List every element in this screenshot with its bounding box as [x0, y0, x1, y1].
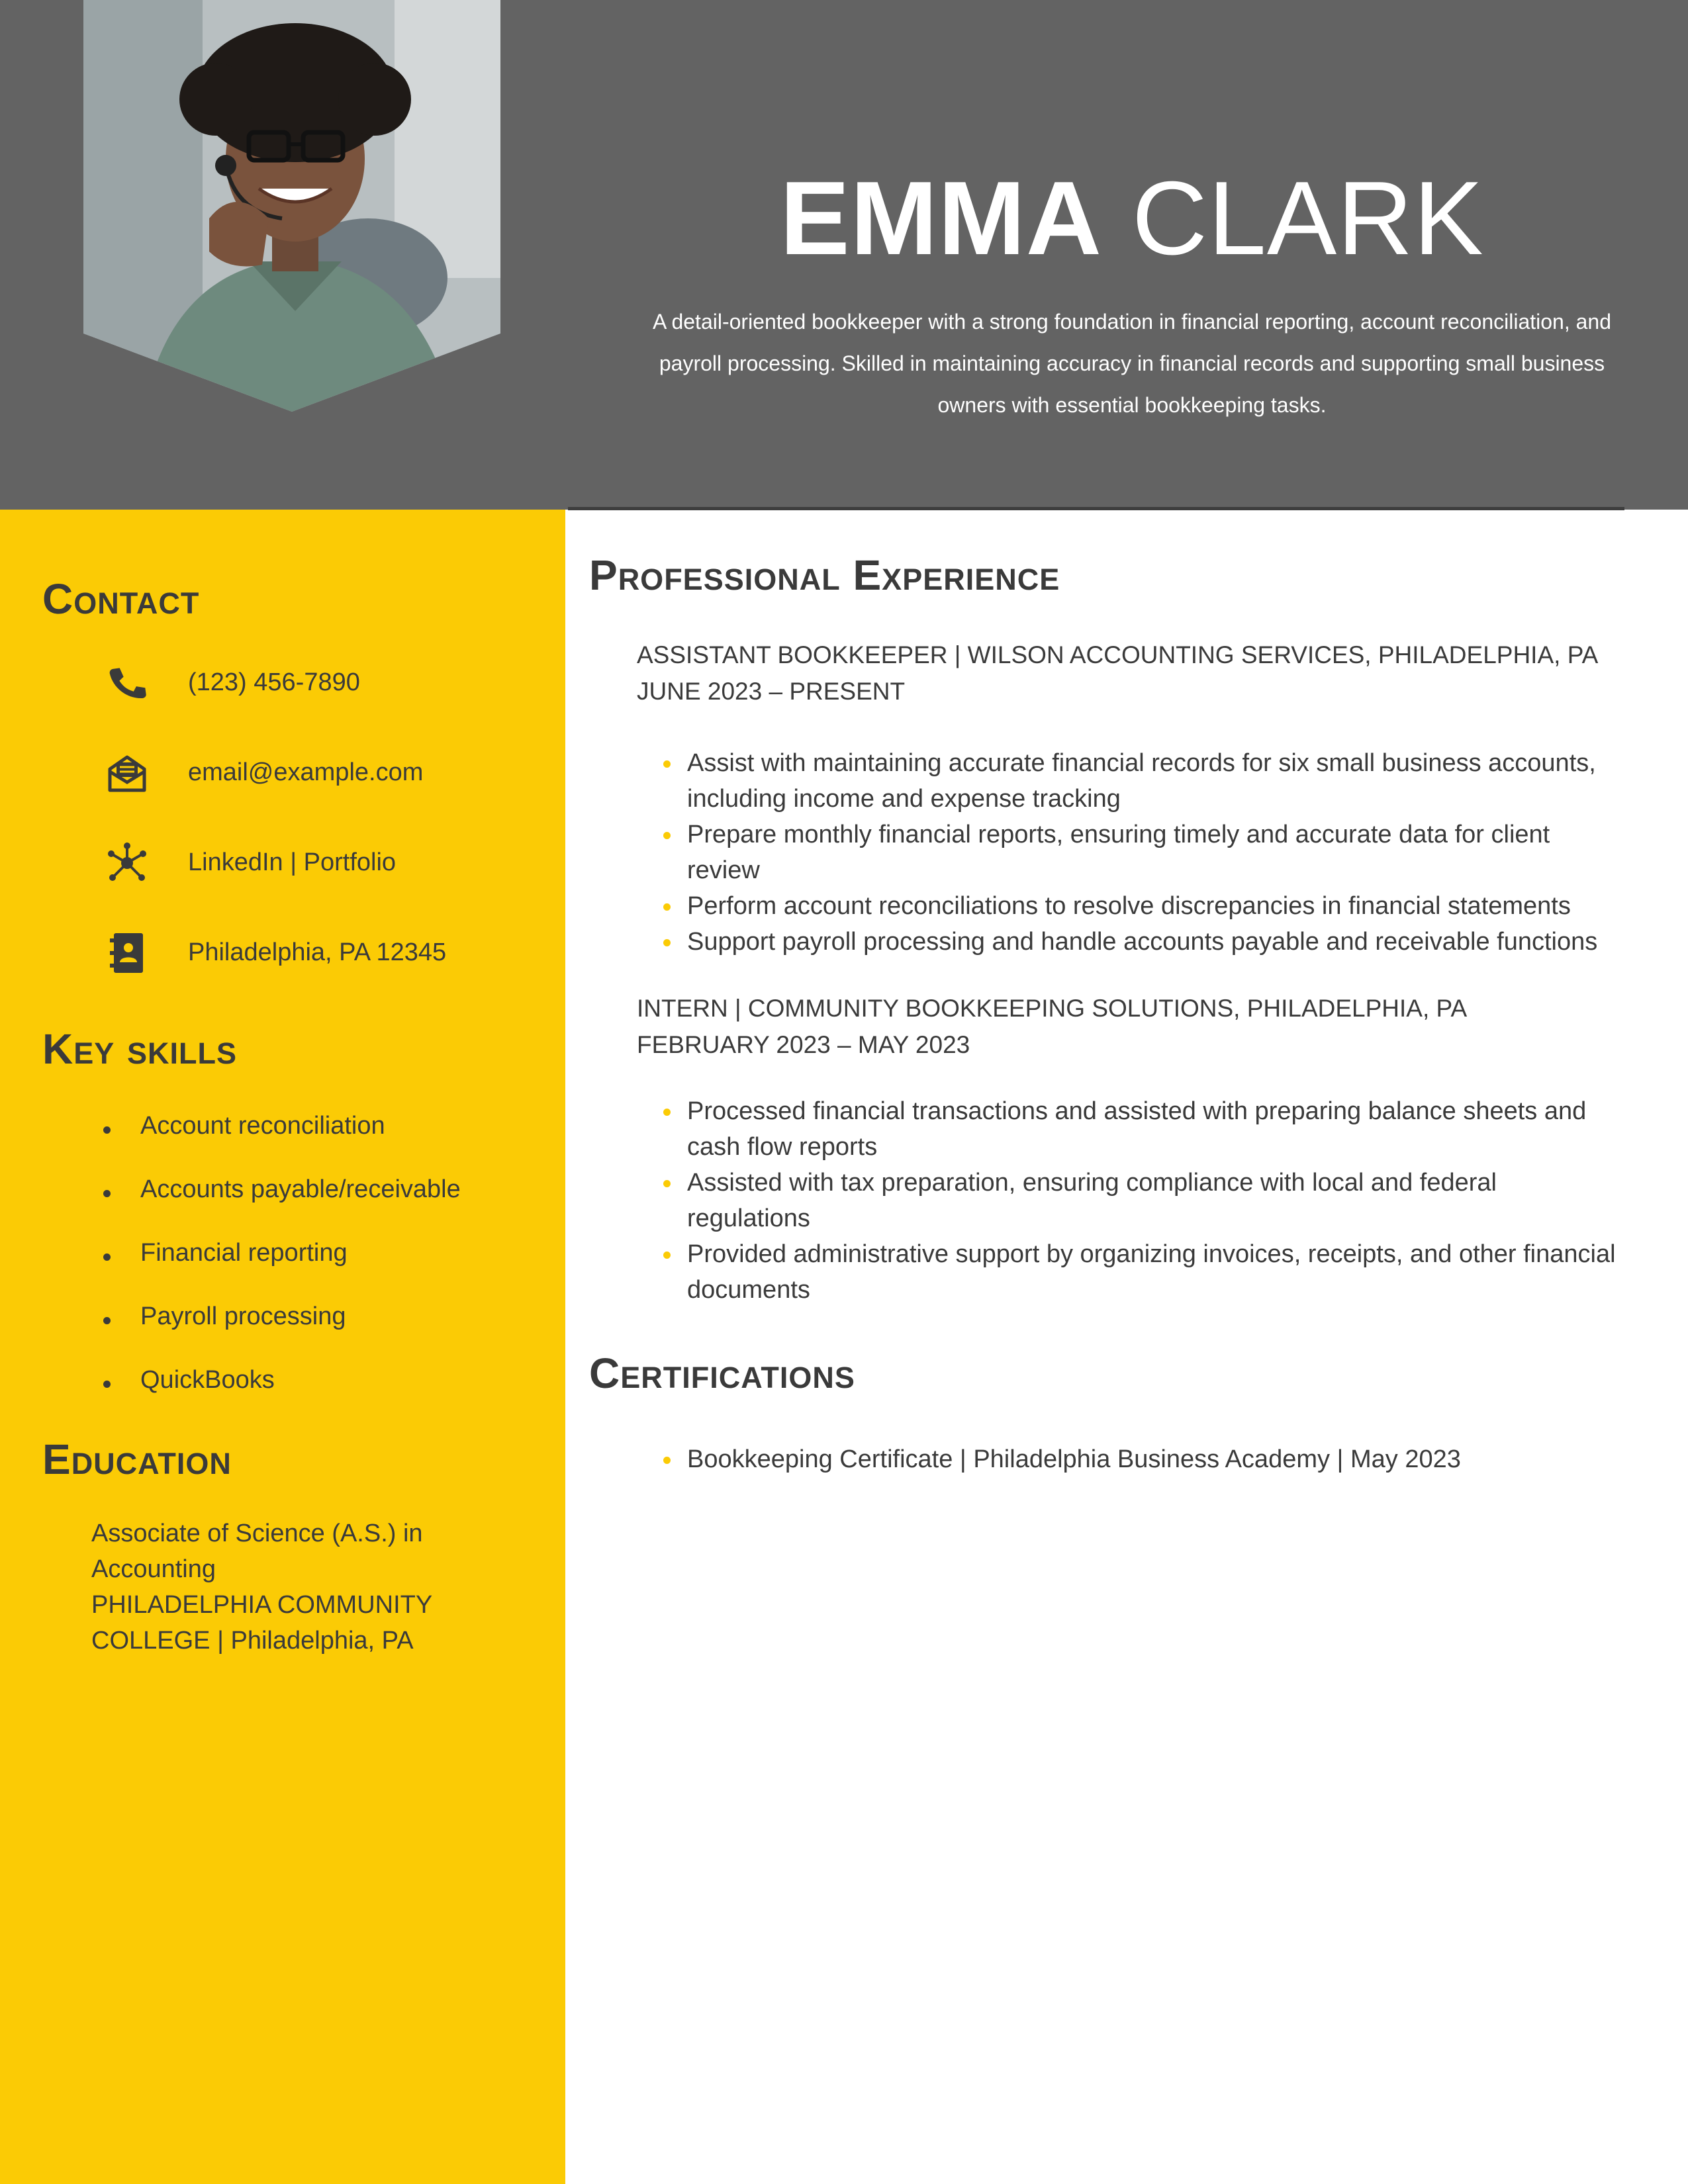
- skill-label: Accounts payable/receivable: [140, 1175, 461, 1203]
- location: Philadelphia, PA 12345: [188, 938, 447, 966]
- education-school: PHILADELPHIA COMMUNITY COLLEGE | Philadelphia, PA: [91, 1591, 432, 1655]
- list-item: Support payroll processing and handle accounts payable and receivable functions: [662, 924, 1622, 960]
- contact-phone[interactable]: [106, 659, 556, 712]
- job-title: INTERN | COMMUNITY BOOKKEEPING SOLUTIONS, PHILADELPHIA, PA: [637, 995, 1468, 1022]
- job-header: [637, 990, 1630, 1063]
- profile-summary: A detail-oriented bookkeeper with a strong foundation in financial reporting, account reconciliation, and payroll processing. Skilled in maintaining accuracy in financial records and supporting small business owners with essential bookkeeping tasks.: [652, 310, 1612, 417]
- list-item: Assisted with tax preparation, ensuring compliance with local and federal regulations: [662, 1165, 1622, 1236]
- skill-item: [106, 1112, 385, 1140]
- contact-links[interactable]: [106, 839, 556, 892]
- phone-icon: [106, 662, 148, 704]
- skill-item: [106, 1175, 461, 1204]
- education-entry: [91, 1516, 462, 1659]
- job-dates: JUNE 2023 – PRESENT: [637, 678, 906, 705]
- skills-heading: Key skills: [42, 1025, 238, 1073]
- contact-heading: Contact: [42, 575, 200, 623]
- list-item: Prepare monthly financial reports, ensuring timely and accurate data for client review: [662, 817, 1622, 888]
- list-item: Bookkeeping Certificate | Philadelphia Business Academy | May 2023: [662, 1441, 1622, 1477]
- skill-item: [106, 1302, 346, 1331]
- contact-email[interactable]: [106, 749, 556, 802]
- job-responsibilities: [662, 1093, 1622, 1308]
- job-title: ASSISTANT BOOKKEEPER | WILSON ACCOUNTING SERVICES, PHILADELPHIA, PA: [637, 641, 1599, 668]
- skill-label: Financial reporting: [140, 1239, 348, 1267]
- list-item: Assist with maintaining accurate financial records for six small business accounts, including income and expense tracking: [662, 745, 1622, 817]
- list-item: Perform account reconciliations to resolve discrepancies in financial statements: [662, 888, 1622, 924]
- job-header: [637, 637, 1630, 709]
- header-divider: [568, 507, 1624, 510]
- email-address: email@example.com: [188, 758, 424, 786]
- first-name: EMMA: [780, 160, 1102, 277]
- certifications-list: [662, 1441, 1622, 1477]
- education-heading: Education: [42, 1435, 232, 1483]
- list-item: Processed financial transactions and assisted with preparing balance sheets and cash flow reports: [662, 1093, 1622, 1165]
- phone-number: (123) 456-7890: [188, 668, 360, 696]
- contact-address: [106, 929, 556, 982]
- experience-heading: Professional Experience: [589, 551, 1060, 599]
- candidate-name: [569, 159, 1688, 278]
- linkedin-portfolio-link[interactable]: LinkedIn | Portfolio: [188, 848, 397, 876]
- job-responsibilities: [662, 745, 1622, 960]
- profile-photo: [83, 0, 500, 412]
- resume-header: [0, 0, 1688, 510]
- mail-icon: [106, 752, 148, 794]
- skill-label: Payroll processing: [140, 1302, 346, 1330]
- skill-item: [106, 1239, 348, 1267]
- skill-label: QuickBooks: [140, 1366, 275, 1394]
- last-name: CLARK: [1131, 160, 1484, 277]
- list-item: Provided administrative support by organizing invoices, receipts, and other financial documents: [662, 1236, 1622, 1308]
- job-dates: FEBRUARY 2023 – MAY 2023: [637, 1031, 970, 1058]
- skill-label: Account reconciliation: [140, 1112, 385, 1140]
- network-icon: [106, 842, 148, 884]
- education-degree: Associate of Science (A.S.) in Accounting: [91, 1520, 423, 1583]
- address-book-icon: [106, 932, 148, 974]
- certifications-heading: Certifications: [589, 1349, 855, 1397]
- profile-photo-illustration: [83, 0, 500, 412]
- skill-item: [106, 1366, 275, 1394]
